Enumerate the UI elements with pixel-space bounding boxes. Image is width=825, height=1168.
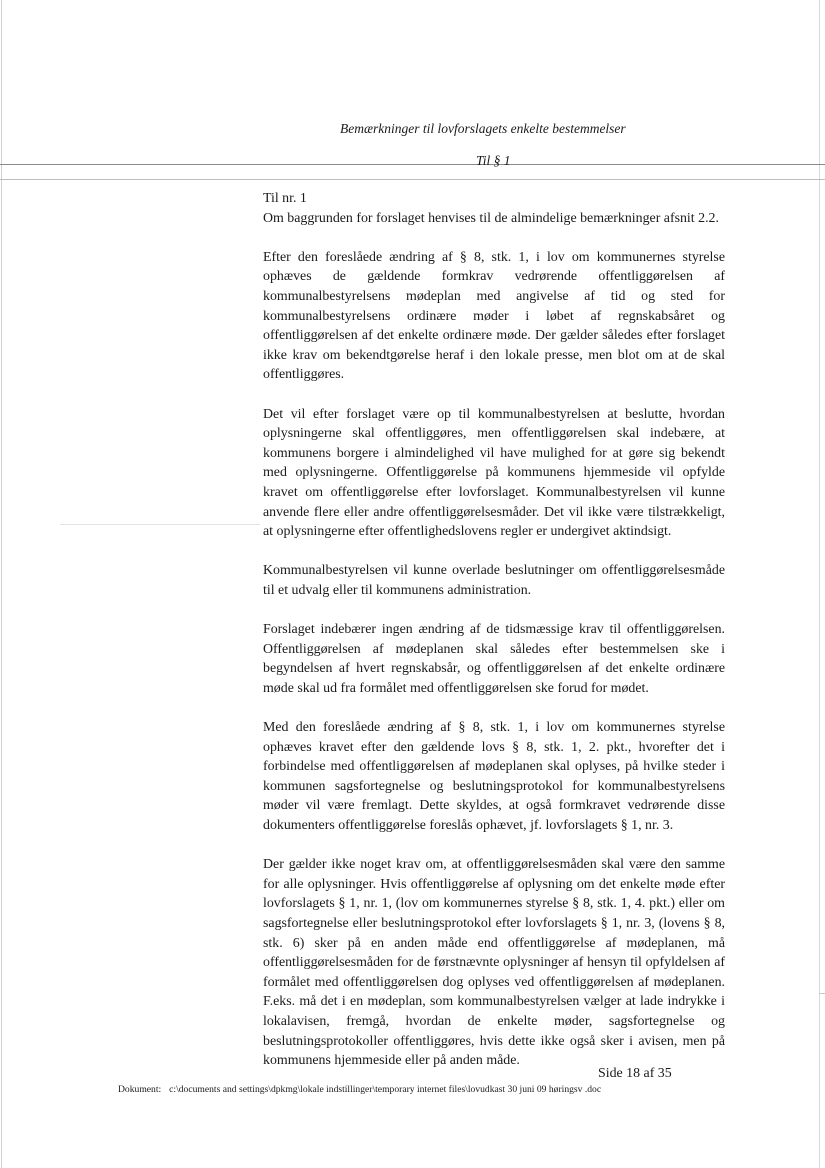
- paragraph: Forslaget indebærer ingen ændring af de tidsmæssige krav til offentliggørelsen. Offentliggørelsen af mødeplanen skal således efter bestemmelsen ske i begyndelsen af hvert regnskabsår, og offentliggørelsen af det enkelte ordinære møde skal ud fra formålet med offentliggørelsen ske forud for mødet.: [263, 622, 725, 696]
- scan-artifact: [60, 524, 260, 525]
- document-label: Dokument:: [118, 1084, 162, 1095]
- paragraph: Kommunalbestyrelsen vil kunne overlade beslutninger om offentliggørelsesmåde til et udvalg eller til kommunens administration.: [263, 563, 725, 598]
- running-header: Bemærkninger til lovforslagets enkelte bestemmelser: [340, 121, 626, 136]
- paragraph: Med den foreslåede ændring af § 8, stk. 1, i lov om kommunernes styrelse ophæves kravet efter den gældende lovs § 8, stk. 1, 2. pkt., hvorefter det i forbindelse med offentliggørelsen af mødeplanen skal oplyses, på hvilke steder i kommunen sagsfortegnelse og beslutningsprotokol for kommunalbestyrelsens møder vil være fremlagt. Dette skyldes, at også formkravet vedrørende disse dokumenters offentliggørelse foreslås ophævet, jf. lovforslagets § 1, nr. 3.: [263, 720, 725, 833]
- section-heading: Til § 1: [476, 153, 511, 168]
- paragraph: Det vil efter forslaget være op til kommunalbestyrelsen at beslutte, hvordan oplysningerne skal offentliggøres, men offentliggørelsen skal indebære, at kommunens borgere i almindelighed vil have mulighed for at gøre sig bekendt med oplysningerne. Offentliggørelse på kommunens hjemmeside vil opfylde kravet om offentliggørelse efter lovforslaget. Kommunalbestyrelsen vil kunne anvende flere eller andre offentliggørelsesmåder. Det vil ikke være tilstrækkeligt, at oplysningerne efter offentlighedslovens regler er undergivet aktindsigt.: [263, 406, 725, 540]
- paragraph: Efter den foreslåede ændring af § 8, stk. 1, i lov om kommunernes styrelse ophæves de gældende formkrav vedrørende offentliggørelsen af kommunalbestyrelsens mødeplan med angivelse af tid og sted for kommunalbestyrelsens ordinære møder i løbet af regnskabsåret og offentliggørelsen af det enkelte ordinære møde. Der gælder således efter forslaget ikke krav om bekendtgørelse heraf i den lokale presse, men blot om at de skal offentliggøres.: [263, 249, 725, 383]
- scan-artifact: [819, 993, 825, 994]
- document-path: c:\documents and settings\dpkmg\lokale indstillinger\temporary internet files\lovudkast 30 juni 09 høringsv .doc: [169, 1084, 602, 1095]
- paragraph: Der gælder ikke noget krav om, at offentliggørelsesmåden skal være den samme for alle oplysninger. Hvis offentliggørelse af oplysning om det enkelte møde efter lovforslagets § 1, nr. 1, (lov om kommunernes styrelse § 8, stk. 1, 4. pkt.) eller om sagsfortegnelse eller beslutningsprotokol efter lovforslagets § 1, nr. 3, (lovens § 8, stk. 6) sker på en anden måde end offentliggørelse af mødeplanen, må offentliggørelsesmåden for de førstnævnte oplysninger af hensyn til opfyldelsen af formålet med offentliggørelsen dog oplyses ved offentliggørelsen af mødeplanen. F.eks. må det i en mødeplan, som kommunalbestyrelsen vælger at lade indrykke i lokalavisen, fremgå, hvordan de enkelte møder, sagsfortegnelse og beslutningsprotokoller offentliggøres, hvis dette ikke også sker i avisen, men på kommunens hjemmeside eller på anden måde.: [263, 857, 725, 1069]
- page-edge-left: [1, 0, 2, 1168]
- header-rule: [0, 164, 825, 165]
- subheading: Til nr. 1: [263, 191, 307, 206]
- document-body: [263, 189, 725, 1090]
- paragraph: Om baggrunden for forslaget henvises til de almindelige bemærkninger afsnit 2.2.: [263, 210, 719, 226]
- header-rule-lower: [0, 179, 825, 180]
- document-path-footer: [118, 1084, 718, 1095]
- page-number: Side 18 af 35: [598, 1066, 672, 1081]
